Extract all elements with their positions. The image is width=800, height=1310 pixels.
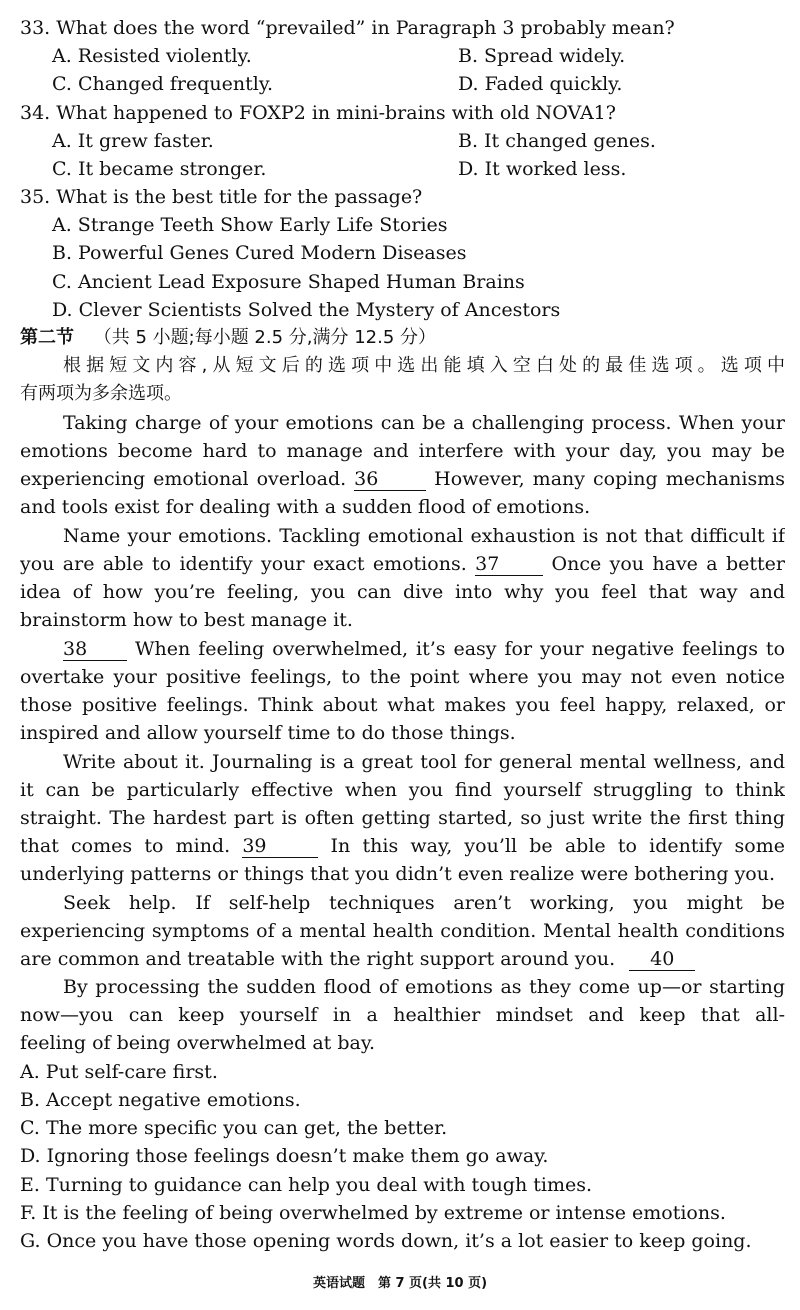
p3-line-1-post: When feeling overwhelmed, it’s easy for your negative feelings to — [134, 638, 785, 660]
q33-option-c: C. Changed frequently. — [52, 73, 274, 95]
p2-line-2-pre: you are able to identify your exact emotions. — [20, 553, 467, 575]
option-g: G. Once you have those opening words down, it’s a lot easier to keep going. — [20, 1230, 752, 1252]
p1-line-2: emotions become hard to manage and interfere with your day, you may be — [20, 440, 785, 462]
q34-option-d: D. It worked less. — [458, 158, 627, 180]
option-c: C. The more specific you can get, the better. — [20, 1117, 448, 1139]
q34-stem: 34. What happened to FOXP2 in mini-brains with old NOVA1? — [20, 102, 616, 124]
page-footer: 英语试题 第 7 页(共 10 页) — [312, 1276, 488, 1291]
q35-option-b: B. Powerful Genes Cured Modern Diseases — [52, 242, 467, 264]
q35-stem: 35. What is the best title for the passage? — [20, 186, 423, 208]
blank-40: 40 — [629, 948, 695, 971]
section-title: 第二节 — [20, 327, 74, 348]
instructions-line-1: 根据短文内容,从短文后的选项中选出能填入空白处的最佳选项。选项中 — [63, 355, 785, 376]
p4-line-2: it can be particularly effective when you find yourself struggling to think — [20, 779, 785, 801]
p3-line-4: inspired and allow yourself time to do those things. — [20, 722, 516, 744]
instructions-line-2: 有两项为多余选项。 — [20, 383, 182, 404]
blank-38: 38 — [63, 638, 127, 661]
section-info: （共 5 小题;每小题 2.5 分,满分 12.5 分） — [93, 327, 437, 348]
option-b: B. Accept negative emotions. — [20, 1089, 301, 1111]
p2-line-3: idea of how you’re feeling, you can dive into why you feel that way and — [20, 581, 785, 603]
p4-line-3: straight. The hardest part is often getting started, so just write the first thing — [20, 807, 785, 829]
p3-line-1 — [63, 635, 785, 663]
p1-line-3-post: However, many coping mechanisms — [434, 468, 785, 490]
p5-line-2: experiencing symptoms of a mental health condition. Mental health conditions — [20, 920, 785, 942]
p1-line-4: and tools exist for dealing with a sudden flood of emotions. — [20, 496, 591, 518]
p4-line-4 — [20, 832, 785, 860]
option-f: F. It is the feeling of being overwhelmed by extreme or intense emotions. — [20, 1202, 726, 1224]
p5-line-3-pre: are common and treatable with the right support around you. — [20, 948, 616, 970]
option-d: D. Ignoring those feelings doesn’t make them go away. — [20, 1145, 549, 1167]
p2-line-2-post: Once you have a better — [551, 553, 785, 575]
q34-option-c: C. It became stronger. — [52, 158, 267, 180]
q34-option-a: A. It grew faster. — [52, 130, 214, 152]
q33-option-a: A. Resisted violently. — [52, 45, 252, 67]
p2-line-2 — [20, 550, 785, 578]
q34-option-b: B. It changed genes. — [458, 130, 656, 152]
p5-line-3 — [20, 945, 785, 973]
q33-option-d: D. Faded quickly. — [458, 73, 623, 95]
option-e: E. Turning to guidance can help you deal with tough times. — [20, 1174, 593, 1196]
p4-line-1: Write about it. Journaling is a great tool for general mental wellness, and — [63, 751, 785, 773]
p3-line-2: overtake your positive feelings, to the point where you may not even notice — [20, 666, 785, 688]
p4-line-4-post: In this way, you’ll be able to identify some — [330, 835, 785, 857]
q35-option-a: A. Strange Teeth Show Early Life Stories — [52, 214, 448, 236]
p4-line-4-pre: that comes to mind. — [20, 835, 231, 857]
p6-line-3: feeling of being overwhelmed at bay. — [20, 1032, 376, 1054]
p4-line-5: underlying patterns or things that you didn’t even realize were bothering you. — [20, 863, 776, 885]
blank-37: 37 — [475, 553, 543, 576]
p2-line-1: Name your emotions. Tackling emotional exhaustion is not that difficult if — [63, 525, 785, 547]
p6-line-2: now—you can keep yourself in a healthier mindset and keep that all- — [20, 1004, 785, 1026]
p1-line-3-pre: experiencing emotional overload. — [20, 468, 347, 490]
p1-line-3 — [20, 465, 785, 493]
p2-line-4: brainstorm how to best manage it. — [20, 609, 353, 631]
option-a: A. Put self-care first. — [20, 1061, 218, 1083]
blank-39: 39 — [242, 835, 318, 858]
p5-line-1: Seek help. If self-help techniques aren’t working, you might be — [63, 892, 785, 914]
q35-option-d: D. Clever Scientists Solved the Mystery of Ancestors — [52, 299, 561, 321]
q35-option-c: C. Ancient Lead Exposure Shaped Human Brains — [52, 271, 525, 293]
q33-stem: 33. What does the word “prevailed” in Paragraph 3 probably mean? — [20, 17, 675, 39]
section-heading — [20, 324, 785, 352]
blank-36: 36 — [354, 468, 426, 491]
p6-line-1: By processing the sudden flood of emotions as they come up—or starting — [63, 976, 785, 998]
p1-line-1: Taking charge of your emotions can be a challenging process. When your — [63, 412, 785, 434]
p3-line-3: those positive feelings. Think about what makes you feel happy, relaxed, or — [20, 694, 785, 716]
q33-option-b: B. Spread widely. — [458, 45, 626, 67]
